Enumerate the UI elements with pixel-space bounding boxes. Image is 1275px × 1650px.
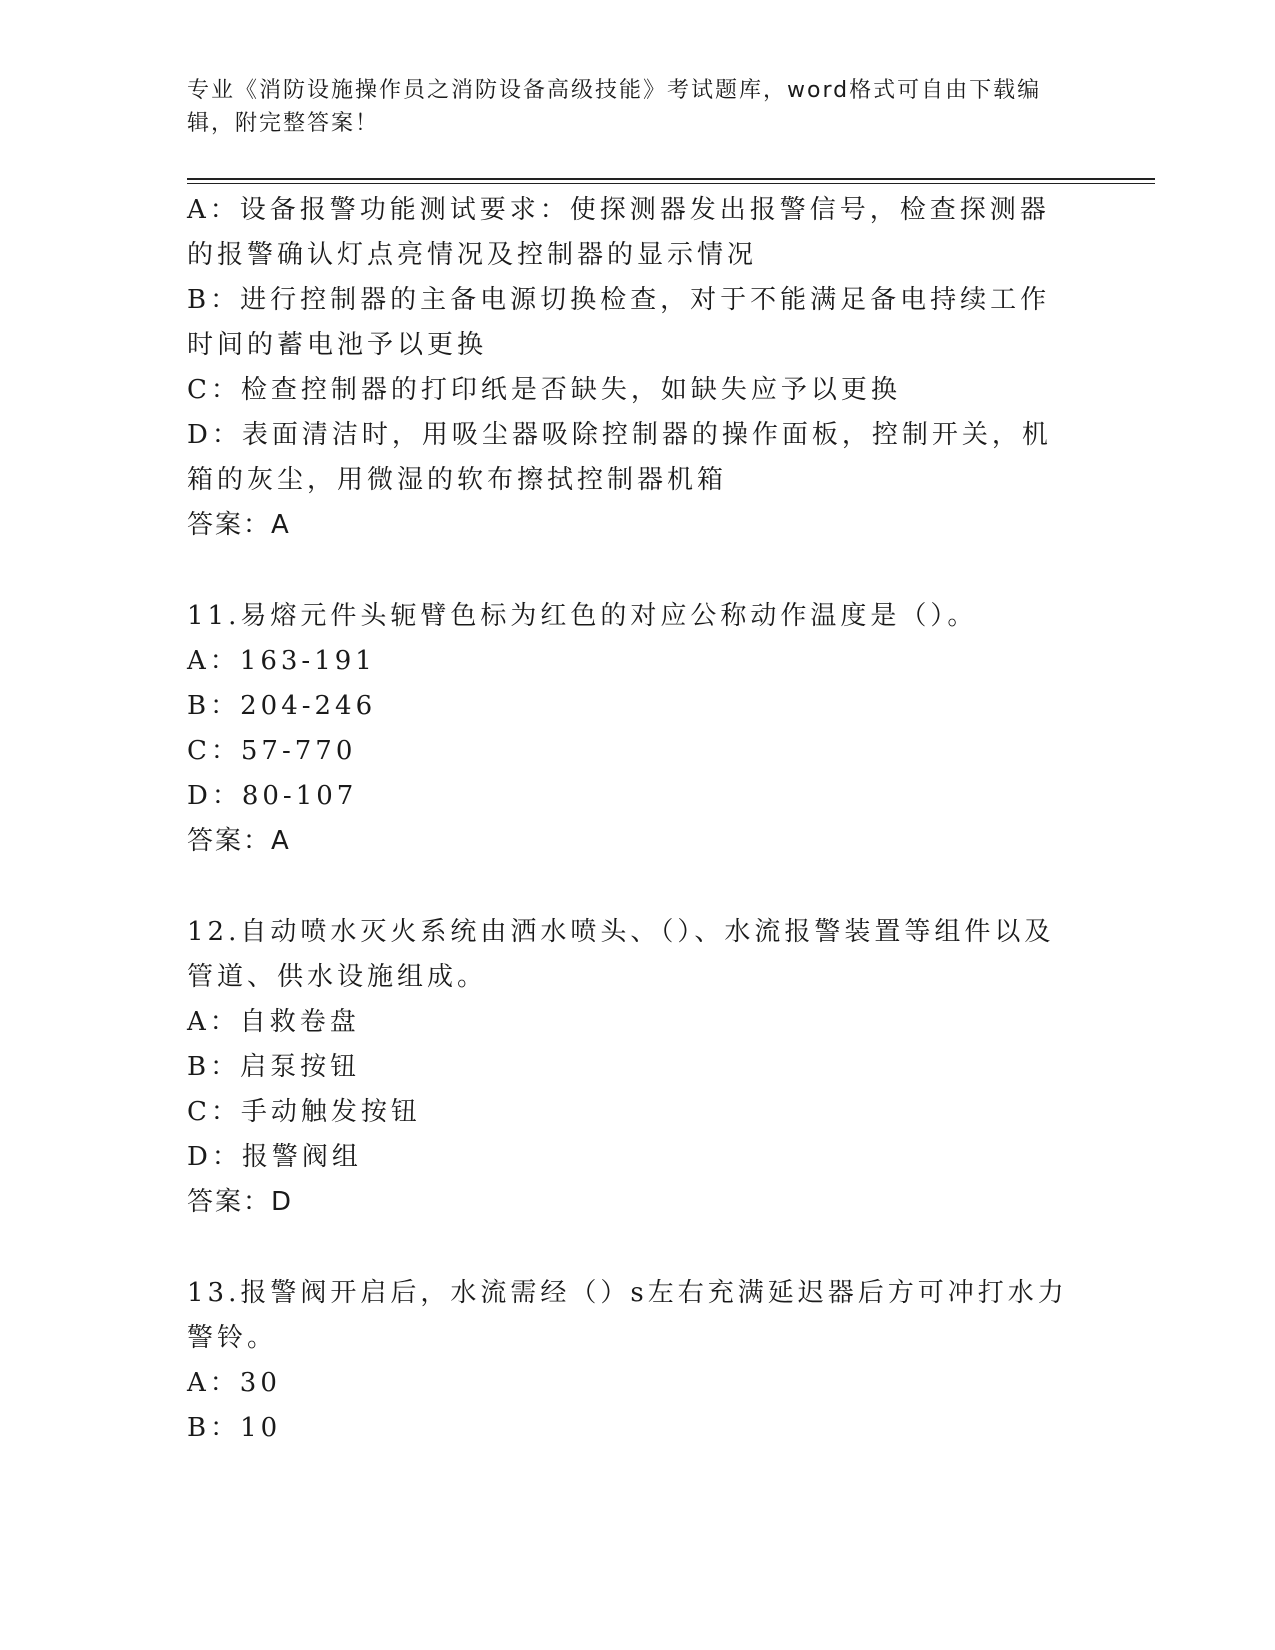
question-13 [187,1271,1077,1451]
header-rule-thick [187,178,1155,180]
question-stem: 11.易熔元件头轭臂色标为红色的对应公称动作温度是（）。 [187,601,978,631]
option-d: D：报警阀组 [187,1142,362,1172]
option-d: D：80-107 [187,781,358,811]
answer-line: 答案：D [187,1187,294,1217]
option-b: B：进行控制器的主备电源切换检查，对于不能满足备电持续工作时间的蓄电池予以更换 [187,285,1051,360]
option-a: A：30 [187,1368,281,1398]
question-10-continued [187,188,1077,548]
option-c: C：检查控制器的打印纸是否缺失，如缺失应予以更换 [187,375,901,405]
header-rule-thin [187,183,1155,184]
option-a: A：设备报警功能测试要求：使探测器发出报警信号，检查探测器的报警确认灯点亮情况及控制器的显示情况 [187,195,1050,270]
answer-line: 答案：A [187,826,291,856]
option-d: D：表面清洁时，用吸尘器吸除控制器的操作面板，控制开关，机箱的灰尘，用微湿的软布擦拭控制器机箱 [187,420,1052,495]
option-a: A：自救卷盘 [187,1007,360,1037]
option-c: C：手动触发按钮 [187,1097,421,1127]
question-stem: 12.自动喷水灭火系统由洒水喷头、（）、水流报警装置等组件以及管道、供水设施组成。 [187,917,1055,992]
answer-line: 答案：A [187,510,291,540]
document-header: 专业《消防设施操作员之消防设备高级技能》考试题库，word格式可自由下载编辑，附完整答案！ [187,78,1042,136]
option-c: C：57-770 [187,736,357,766]
option-b: B：10 [187,1413,282,1443]
spacer [187,548,1077,594]
option-b: B：启泵按钮 [187,1052,361,1082]
question-stem: 13.报警阀开启后，水流需经（）s左右充满延迟器后方可冲打水力警铃。 [187,1278,1068,1353]
spacer [187,1225,1077,1271]
question-11 [187,594,1077,864]
option-b: B：204-246 [187,691,377,721]
spacer [187,864,1077,910]
question-12 [187,910,1077,1225]
question-content [187,188,1077,1451]
option-a: A：163-191 [187,646,376,676]
